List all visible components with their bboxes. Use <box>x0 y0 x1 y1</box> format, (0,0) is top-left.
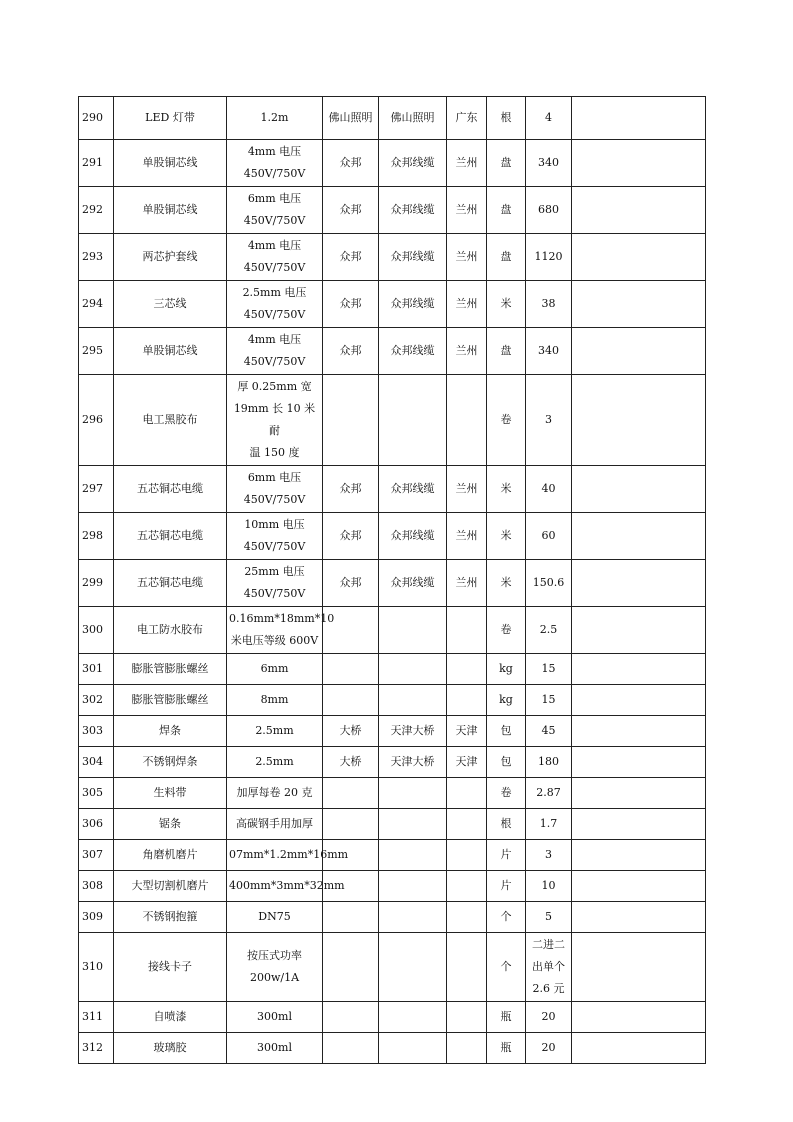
table-row <box>79 747 706 778</box>
cell-specification: 8mm <box>227 685 323 716</box>
cell-origin: 兰州 <box>447 328 487 375</box>
cell-remarks <box>572 902 706 933</box>
cell-manufacturer: 众邦线缆 <box>379 328 447 375</box>
cell-brand: 众邦 <box>323 281 379 328</box>
cell-manufacturer <box>379 685 447 716</box>
table-row <box>79 513 706 560</box>
cell-unit: 盘 <box>487 187 526 234</box>
cell-unit: 个 <box>487 902 526 933</box>
cell-origin: 兰州 <box>447 513 487 560</box>
cell-origin <box>447 840 487 871</box>
cell-specification: DN75 <box>227 902 323 933</box>
cell-manufacturer <box>379 840 447 871</box>
cell-quantity: 45 <box>526 716 572 747</box>
cell-manufacturer <box>379 871 447 902</box>
table-row <box>79 560 706 607</box>
cell-unit: 米 <box>487 513 526 560</box>
cell-number: 294 <box>79 281 114 328</box>
cell-manufacturer <box>379 809 447 840</box>
table-row <box>79 1002 706 1033</box>
cell-manufacturer: 众邦线缆 <box>379 234 447 281</box>
cell-unit: 根 <box>487 809 526 840</box>
cell-brand <box>323 375 379 466</box>
table-row <box>79 809 706 840</box>
cell-quantity: 38 <box>526 281 572 328</box>
cell-remarks <box>572 328 706 375</box>
cell-number: 307 <box>79 840 114 871</box>
cell-item-name: LED 灯带 <box>114 97 227 140</box>
cell-unit: 瓶 <box>487 1002 526 1033</box>
cell-unit: 片 <box>487 871 526 902</box>
cell-number: 310 <box>79 933 114 1002</box>
cell-unit: 米 <box>487 466 526 513</box>
cell-quantity: 4 <box>526 97 572 140</box>
cell-brand <box>323 902 379 933</box>
cell-origin <box>447 1002 487 1033</box>
cell-manufacturer: 天津大桥 <box>379 716 447 747</box>
cell-origin <box>447 685 487 716</box>
cell-quantity: 5 <box>526 902 572 933</box>
cell-number: 296 <box>79 375 114 466</box>
cell-quantity: 150.6 <box>526 560 572 607</box>
cell-brand: 众邦 <box>323 234 379 281</box>
cell-manufacturer: 众邦线缆 <box>379 513 447 560</box>
cell-manufacturer: 众邦线缆 <box>379 187 447 234</box>
cell-number: 311 <box>79 1002 114 1033</box>
table-row <box>79 1033 706 1064</box>
cell-quantity: 1.7 <box>526 809 572 840</box>
cell-quantity: 20 <box>526 1002 572 1033</box>
cell-specification: 4mm 电压 450V/750V <box>227 140 323 187</box>
table-row <box>79 902 706 933</box>
cell-unit: kg <box>487 685 526 716</box>
cell-quantity: 二进二 出单个 2.6 元 <box>526 933 572 1002</box>
cell-manufacturer <box>379 778 447 809</box>
cell-remarks <box>572 375 706 466</box>
cell-specification: 07mm*1.2mm*16mm <box>227 840 323 871</box>
cell-number: 312 <box>79 1033 114 1064</box>
cell-unit: kg <box>487 654 526 685</box>
cell-specification: 0.16mm*18mm*10 米电压等级 600V <box>227 607 323 654</box>
cell-unit: 包 <box>487 716 526 747</box>
cell-number: 305 <box>79 778 114 809</box>
cell-number: 303 <box>79 716 114 747</box>
cell-origin: 兰州 <box>447 140 487 187</box>
cell-item-name: 电工防水胶布 <box>114 607 227 654</box>
cell-remarks <box>572 466 706 513</box>
cell-specification: 6mm 电压 450V/750V <box>227 187 323 234</box>
cell-specification: 4mm 电压 450V/750V <box>227 328 323 375</box>
cell-specification: 按压式功率 200w/1A <box>227 933 323 1002</box>
cell-quantity: 180 <box>526 747 572 778</box>
cell-origin: 广东 <box>447 97 487 140</box>
cell-item-name: 不锈钢抱箍 <box>114 902 227 933</box>
cell-specification: 高碳钢手用加厚 <box>227 809 323 840</box>
cell-specification: 1.2m <box>227 97 323 140</box>
cell-origin <box>447 809 487 840</box>
cell-manufacturer <box>379 1002 447 1033</box>
cell-brand: 众邦 <box>323 140 379 187</box>
cell-number: 308 <box>79 871 114 902</box>
cell-remarks <box>572 1002 706 1033</box>
cell-number: 300 <box>79 607 114 654</box>
cell-unit: 个 <box>487 933 526 1002</box>
cell-manufacturer <box>379 1033 447 1064</box>
cell-specification: 2.5mm <box>227 716 323 747</box>
cell-number: 297 <box>79 466 114 513</box>
cell-brand: 大桥 <box>323 716 379 747</box>
cell-unit: 米 <box>487 560 526 607</box>
cell-brand: 众邦 <box>323 187 379 234</box>
cell-origin <box>447 933 487 1002</box>
cell-item-name: 接线卡子 <box>114 933 227 1002</box>
cell-manufacturer <box>379 654 447 685</box>
cell-manufacturer: 天津大桥 <box>379 747 447 778</box>
cell-item-name: 膨胀管膨胀螺丝 <box>114 654 227 685</box>
cell-origin <box>447 902 487 933</box>
cell-number: 306 <box>79 809 114 840</box>
cell-remarks <box>572 685 706 716</box>
cell-unit: 盘 <box>487 328 526 375</box>
cell-item-name: 五芯铜芯电缆 <box>114 560 227 607</box>
cell-item-name: 玻璃胶 <box>114 1033 227 1064</box>
cell-origin <box>447 654 487 685</box>
cell-number: 302 <box>79 685 114 716</box>
cell-origin: 天津 <box>447 716 487 747</box>
cell-quantity: 340 <box>526 140 572 187</box>
cell-brand: 众邦 <box>323 560 379 607</box>
cell-unit: 米 <box>487 281 526 328</box>
cell-brand <box>323 685 379 716</box>
cell-remarks <box>572 809 706 840</box>
cell-number: 292 <box>79 187 114 234</box>
cell-specification: 厚 0.25mm 宽 19mm 长 10 米 耐 温 150 度 <box>227 375 323 466</box>
cell-quantity: 2.87 <box>526 778 572 809</box>
table-row <box>79 933 706 1002</box>
cell-item-name: 两芯护套线 <box>114 234 227 281</box>
cell-number: 309 <box>79 902 114 933</box>
cell-remarks <box>572 607 706 654</box>
cell-unit: 瓶 <box>487 1033 526 1064</box>
cell-remarks <box>572 840 706 871</box>
cell-remarks <box>572 97 706 140</box>
cell-item-name: 膨胀管膨胀螺丝 <box>114 685 227 716</box>
cell-number: 290 <box>79 97 114 140</box>
cell-unit: 片 <box>487 840 526 871</box>
cell-brand <box>323 809 379 840</box>
cell-remarks <box>572 871 706 902</box>
table-row <box>79 234 706 281</box>
table-row <box>79 685 706 716</box>
cell-quantity: 60 <box>526 513 572 560</box>
cell-item-name: 单股铜芯线 <box>114 140 227 187</box>
table-row <box>79 840 706 871</box>
cell-brand <box>323 1033 379 1064</box>
cell-specification: 6mm 电压 450V/750V <box>227 466 323 513</box>
cell-brand: 佛山照明 <box>323 97 379 140</box>
cell-item-name: 生料带 <box>114 778 227 809</box>
cell-origin: 天津 <box>447 747 487 778</box>
cell-specification: 300ml <box>227 1033 323 1064</box>
cell-quantity: 1120 <box>526 234 572 281</box>
table-row <box>79 97 706 140</box>
cell-item-name: 三芯线 <box>114 281 227 328</box>
cell-number: 293 <box>79 234 114 281</box>
cell-origin: 兰州 <box>447 560 487 607</box>
cell-unit: 根 <box>487 97 526 140</box>
table-row <box>79 871 706 902</box>
cell-number: 304 <box>79 747 114 778</box>
cell-manufacturer: 众邦线缆 <box>379 281 447 328</box>
cell-unit: 卷 <box>487 778 526 809</box>
cell-specification: 10mm 电压 450V/750V <box>227 513 323 560</box>
table-row <box>79 607 706 654</box>
cell-specification: 2.5mm <box>227 747 323 778</box>
cell-remarks <box>572 654 706 685</box>
table-row <box>79 778 706 809</box>
cell-item-name: 大型切割机磨片 <box>114 871 227 902</box>
cell-origin: 兰州 <box>447 187 487 234</box>
cell-origin <box>447 778 487 809</box>
cell-brand: 众邦 <box>323 466 379 513</box>
cell-remarks <box>572 747 706 778</box>
cell-origin: 兰州 <box>447 281 487 328</box>
table-row <box>79 281 706 328</box>
cell-quantity: 20 <box>526 1033 572 1064</box>
cell-item-name: 角磨机磨片 <box>114 840 227 871</box>
cell-origin: 兰州 <box>447 466 487 513</box>
material-table <box>78 96 706 1064</box>
cell-remarks <box>572 716 706 747</box>
cell-remarks <box>572 1033 706 1064</box>
cell-quantity: 40 <box>526 466 572 513</box>
cell-manufacturer <box>379 933 447 1002</box>
cell-item-name: 锯条 <box>114 809 227 840</box>
cell-brand: 大桥 <box>323 747 379 778</box>
cell-brand <box>323 778 379 809</box>
cell-specification: 4mm 电压 450V/750V <box>227 234 323 281</box>
table-row <box>79 187 706 234</box>
cell-unit: 盘 <box>487 140 526 187</box>
cell-item-name: 焊条 <box>114 716 227 747</box>
cell-origin <box>447 375 487 466</box>
table-row <box>79 375 706 466</box>
cell-specification: 加厚每卷 20 克 <box>227 778 323 809</box>
cell-quantity: 15 <box>526 685 572 716</box>
cell-specification: 300ml <box>227 1002 323 1033</box>
cell-item-name: 五芯铜芯电缆 <box>114 466 227 513</box>
cell-remarks <box>572 560 706 607</box>
cell-unit: 卷 <box>487 375 526 466</box>
cell-quantity: 680 <box>526 187 572 234</box>
cell-item-name: 不锈钢焊条 <box>114 747 227 778</box>
cell-item-name: 自喷漆 <box>114 1002 227 1033</box>
cell-manufacturer <box>379 902 447 933</box>
cell-specification: 400mm*3mm*32mm <box>227 871 323 902</box>
cell-quantity: 340 <box>526 328 572 375</box>
cell-number: 299 <box>79 560 114 607</box>
table-row <box>79 466 706 513</box>
table-body <box>79 97 706 1064</box>
cell-remarks <box>572 281 706 328</box>
cell-manufacturer: 众邦线缆 <box>379 140 447 187</box>
table-row <box>79 140 706 187</box>
cell-unit: 包 <box>487 747 526 778</box>
cell-origin: 兰州 <box>447 234 487 281</box>
table-row <box>79 654 706 685</box>
cell-item-name: 单股铜芯线 <box>114 328 227 375</box>
cell-origin <box>447 1033 487 1064</box>
cell-remarks <box>572 187 706 234</box>
cell-number: 291 <box>79 140 114 187</box>
cell-number: 295 <box>79 328 114 375</box>
cell-quantity: 15 <box>526 654 572 685</box>
cell-quantity: 3 <box>526 375 572 466</box>
cell-item-name: 电工黑胶布 <box>114 375 227 466</box>
cell-quantity: 2.5 <box>526 607 572 654</box>
cell-remarks <box>572 234 706 281</box>
cell-manufacturer: 众邦线缆 <box>379 466 447 513</box>
cell-quantity: 10 <box>526 871 572 902</box>
cell-number: 301 <box>79 654 114 685</box>
cell-remarks <box>572 778 706 809</box>
cell-brand: 众邦 <box>323 513 379 560</box>
cell-manufacturer <box>379 607 447 654</box>
cell-specification: 25mm 电压 450V/750V <box>227 560 323 607</box>
cell-origin <box>447 871 487 902</box>
cell-remarks <box>572 933 706 1002</box>
cell-unit: 盘 <box>487 234 526 281</box>
cell-specification: 6mm <box>227 654 323 685</box>
cell-remarks <box>572 140 706 187</box>
cell-manufacturer <box>379 375 447 466</box>
cell-manufacturer: 佛山照明 <box>379 97 447 140</box>
table-row <box>79 328 706 375</box>
cell-brand: 众邦 <box>323 328 379 375</box>
cell-brand <box>323 1002 379 1033</box>
cell-number: 298 <box>79 513 114 560</box>
cell-brand <box>323 933 379 1002</box>
cell-specification: 2.5mm 电压 450V/750V <box>227 281 323 328</box>
cell-unit: 卷 <box>487 607 526 654</box>
cell-manufacturer: 众邦线缆 <box>379 560 447 607</box>
cell-item-name: 单股铜芯线 <box>114 187 227 234</box>
cell-brand <box>323 654 379 685</box>
cell-quantity: 3 <box>526 840 572 871</box>
table-row <box>79 716 706 747</box>
cell-remarks <box>572 513 706 560</box>
cell-origin <box>447 607 487 654</box>
cell-item-name: 五芯铜芯电缆 <box>114 513 227 560</box>
